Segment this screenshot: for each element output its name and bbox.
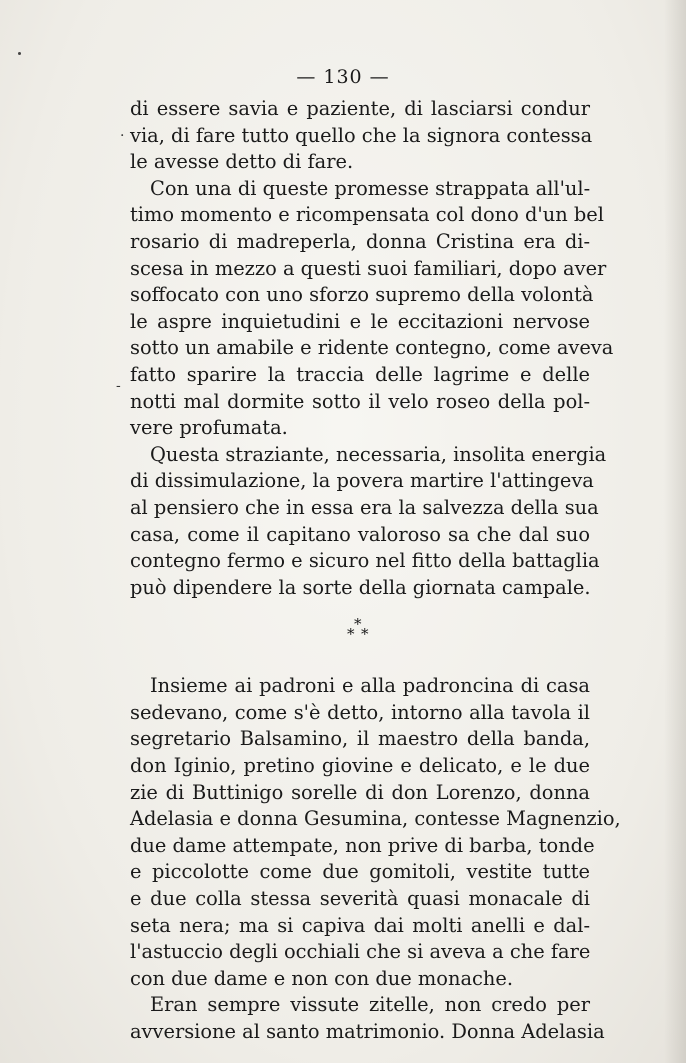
text-line: timo momento e ricompensata col dono d'un bel <box>130 203 604 227</box>
text-line: le avesse detto di fare. <box>130 150 354 174</box>
text-line: don Iginio, pretino giovine e delicato, e le due <box>130 754 590 778</box>
text-line: può dipendere la sorte della giornata campale. <box>130 575 591 599</box>
text-line: e due colla stessa severità quasi monacale di <box>130 887 590 911</box>
paragraph-5 <box>130 992 605 1045</box>
asterism-star: * <box>361 625 369 644</box>
paragraph-4 <box>130 673 621 992</box>
text-line: seta nera; ma si capiva dai molti anelli e dal- <box>130 913 590 937</box>
text-line: Con una di queste promesse strappata all'ul- <box>150 176 591 200</box>
text-line: vere profumata. <box>130 416 288 440</box>
text-line: con due dame e non con due monache. <box>130 966 514 990</box>
paragraph-1 <box>130 96 593 176</box>
text-line: due dame attempate, non prive di barba, tonde <box>130 833 595 857</box>
text-line: avversione al santo matrimonio. Donna Adelasia <box>130 1020 605 1043</box>
text-line: Questa straziante, necessaria, insolita energia <box>150 442 607 466</box>
text-line: l'astuccio degli occhiali che si aveva a che fare <box>130 940 591 964</box>
asterism-star: * <box>354 615 362 634</box>
text-line: scesa in mezzo a questi suoi familiari, dopo aver <box>130 256 607 280</box>
text-line: rosario di madreperla, donna Cristina era di- <box>130 229 590 253</box>
text-line: Adelasia e donna Gesumina, contesse Magnenzio, <box>130 807 621 831</box>
margin-mark: · <box>120 128 125 144</box>
text-line: contegno fermo e sicuro nel fitto della battaglia <box>130 549 600 573</box>
text-line: sotto un amabile e ridente contegno, come aveva <box>130 336 614 360</box>
text-line: di dissimulazione, la povera martire l'attingeva <box>130 469 594 493</box>
paragraph-2 <box>130 176 614 442</box>
asterism-star: * <box>347 625 355 644</box>
text-line: le aspre inquietudini e le eccitazioni nervose <box>130 309 590 333</box>
text-line: al pensiero che in essa era la salvezza della sua <box>130 495 599 519</box>
body-text <box>130 96 621 1046</box>
margin-mark: - <box>116 378 121 394</box>
page-number: — 130 — <box>296 66 390 88</box>
page-edge-shadow <box>664 0 686 1063</box>
text-line: zie di Buttinigo sorelle di don Lorenzo, donna <box>130 780 590 804</box>
text-line: notti mal dormite sotto il velo roseo della pol- <box>130 389 590 413</box>
text-line: e piccolotte come due gomitoli, vestite tutte <box>130 860 590 884</box>
paper-speck <box>18 52 21 55</box>
text-line: segretario Balsamino, il maestro della banda, <box>130 727 590 751</box>
text-line: di essere savia e paziente, di lasciarsi condur <box>130 97 590 120</box>
text-line: soffocato con uno sforzo supremo della volontà <box>130 283 594 307</box>
section-break-asterism <box>130 601 590 673</box>
text-line: Eran sempre vissute zitelle, non credo per <box>150 993 590 1017</box>
text-line: sedevano, come s'è detto, intorno alla tavola il <box>130 700 590 724</box>
text-line: casa, come il capitano valoroso sa che dal suo <box>130 522 590 546</box>
text-line: Insieme ai padroni e alla padroncina di casa <box>150 674 590 698</box>
text-line: via, di fare tutto quello che la signora contessa <box>130 123 593 147</box>
paragraph-3 <box>130 442 607 602</box>
text-line: fatto sparire la traccia delle lagrime e delle <box>130 362 590 386</box>
